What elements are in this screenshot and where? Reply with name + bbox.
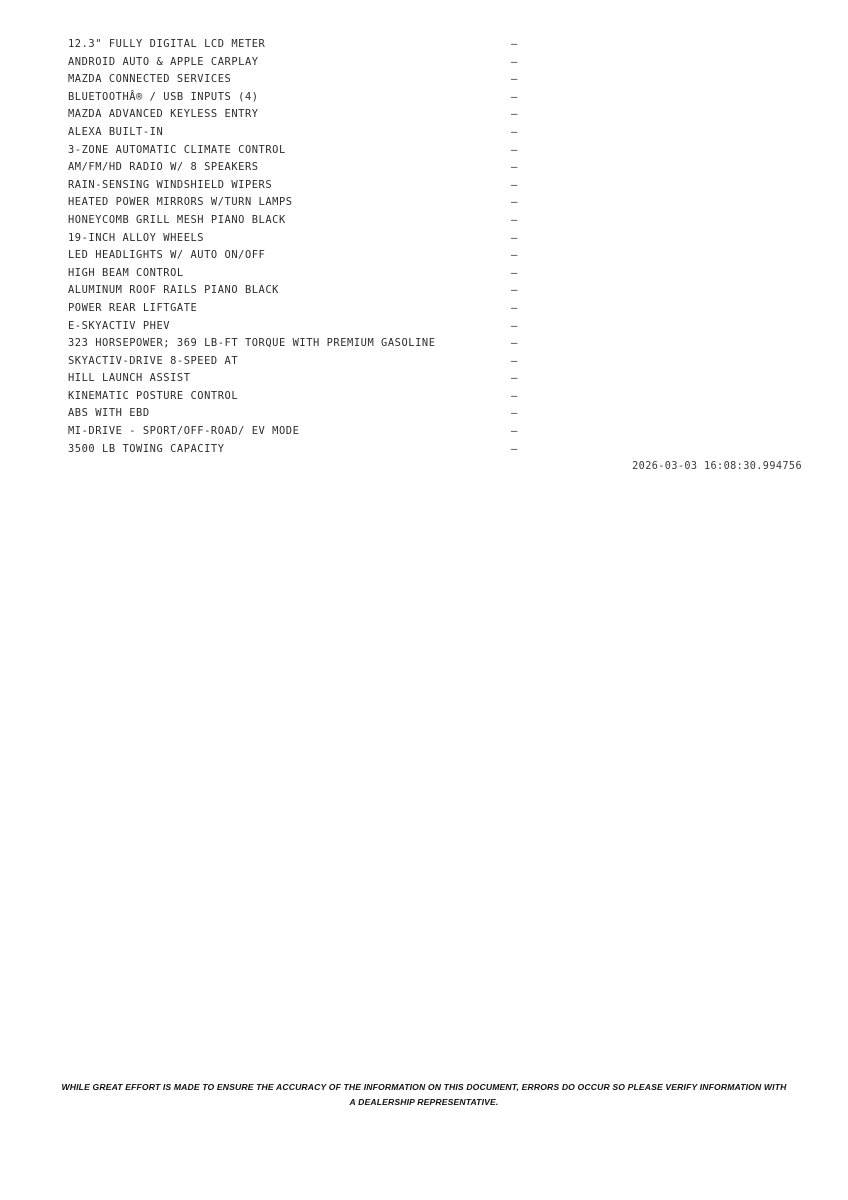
feature-value: —: [511, 108, 518, 121]
feature-row: [68, 106, 780, 124]
feature-value: —: [511, 249, 518, 262]
feature-name: ALUMINUM ROOF RAILS PIANO BLACK: [68, 284, 279, 297]
feature-value: —: [511, 231, 518, 244]
feature-row: [68, 247, 780, 265]
feature-name: RAIN-SENSING WINDSHIELD WIPERS: [68, 178, 273, 191]
feature-value: —: [511, 55, 518, 68]
feature-name: 12.3" FULLY DIGITAL LCD METER: [68, 38, 266, 50]
feature-name: POWER REAR LIFTGATE: [68, 301, 198, 314]
feature-name: ALEXA BUILT-IN: [68, 125, 164, 138]
feature-row: [68, 177, 780, 195]
feature-value: —: [511, 38, 518, 50]
feature-name: HEATED POWER MIRRORS W/TURN LAMPS: [68, 196, 293, 209]
feature-value: —: [511, 196, 518, 209]
feature-row: [68, 54, 780, 72]
feature-name: KINEMATIC POSTURE CONTROL: [68, 389, 239, 402]
feature-name: 323 HORSEPOWER; 369 LB-FT TORQUE WITH PREMIUM GASOLINE: [68, 337, 436, 350]
feature-row: [68, 142, 780, 160]
feature-row: [68, 423, 780, 441]
feature-value: —: [511, 354, 518, 367]
feature-value: —: [511, 337, 518, 350]
feature-name: HILL LAUNCH ASSIST: [68, 372, 191, 385]
footer-disclaimer: WHILE GREAT EFFORT IS MADE TO ENSURE THE ACCURACY OF THE INFORMATION ON THIS DOCUMENT, ERRORS DO OCCUR SO PLEASE VERIFY INFORMATION WITH A DEALERSHIP REPRESENTATIVE.: [61, 1082, 787, 1107]
feature-value: —: [511, 213, 518, 226]
feature-value: —: [511, 301, 518, 314]
feature-name: BLUETOOTHÂ® / USB INPUTS (4): [68, 90, 259, 103]
feature-row: [68, 124, 780, 142]
feature-value: —: [511, 442, 518, 455]
feature-value: —: [511, 319, 518, 332]
feature-name: ANDROID AUTO & APPLE CARPLAY: [68, 55, 259, 68]
feature-name: SKYACTIV-DRIVE 8-SPEED AT: [68, 354, 239, 367]
feature-row: [68, 335, 780, 353]
feature-value: —: [511, 143, 518, 156]
feature-name: 3500 LB TOWING CAPACITY: [68, 442, 225, 455]
feature-row: [68, 265, 780, 283]
document-timestamp: 2026-03-03 16:08:30.994756: [632, 461, 802, 472]
feature-value: —: [511, 266, 518, 279]
feature-row: [68, 282, 780, 300]
feature-name: MI-DRIVE - SPORT/OFF-ROAD/ EV MODE: [68, 425, 300, 438]
feature-name: AM/FM/HD RADIO W/ 8 SPEAKERS: [68, 161, 259, 174]
feature-row: [68, 405, 780, 423]
feature-row: [68, 441, 780, 459]
feature-row: [68, 318, 780, 336]
feature-row: [68, 194, 780, 212]
feature-row: [68, 71, 780, 89]
feature-value: —: [511, 73, 518, 86]
feature-value: —: [511, 284, 518, 297]
feature-row: [68, 370, 780, 388]
feature-row: [68, 300, 780, 318]
feature-value: —: [511, 425, 518, 438]
feature-value: —: [511, 389, 518, 402]
feature-value: —: [511, 372, 518, 385]
vehicle-feature-list: [68, 36, 780, 458]
feature-value: —: [511, 178, 518, 191]
feature-value: —: [511, 407, 518, 420]
feature-row: [68, 159, 780, 177]
feature-row: [68, 89, 780, 107]
feature-row: [68, 36, 780, 54]
feature-row: [68, 212, 780, 230]
feature-row: [68, 230, 780, 248]
feature-name: 19-INCH ALLOY WHEELS: [68, 231, 205, 244]
feature-row: [68, 388, 780, 406]
feature-name: LED HEADLIGHTS W/ AUTO ON/OFF: [68, 249, 266, 262]
feature-value: —: [511, 161, 518, 174]
feature-name: HIGH BEAM CONTROL: [68, 266, 184, 279]
feature-name: MAZDA CONNECTED SERVICES: [68, 73, 232, 86]
feature-value: —: [511, 125, 518, 138]
feature-name: HONEYCOMB GRILL MESH PIANO BLACK: [68, 213, 286, 226]
feature-name: MAZDA ADVANCED KEYLESS ENTRY: [68, 108, 259, 121]
feature-value: —: [511, 90, 518, 103]
feature-name: ABS WITH EBD: [68, 407, 150, 420]
feature-row: [68, 353, 780, 371]
feature-name: E-SKYACTIV PHEV: [68, 319, 171, 332]
feature-name: 3-ZONE AUTOMATIC CLIMATE CONTROL: [68, 143, 286, 156]
